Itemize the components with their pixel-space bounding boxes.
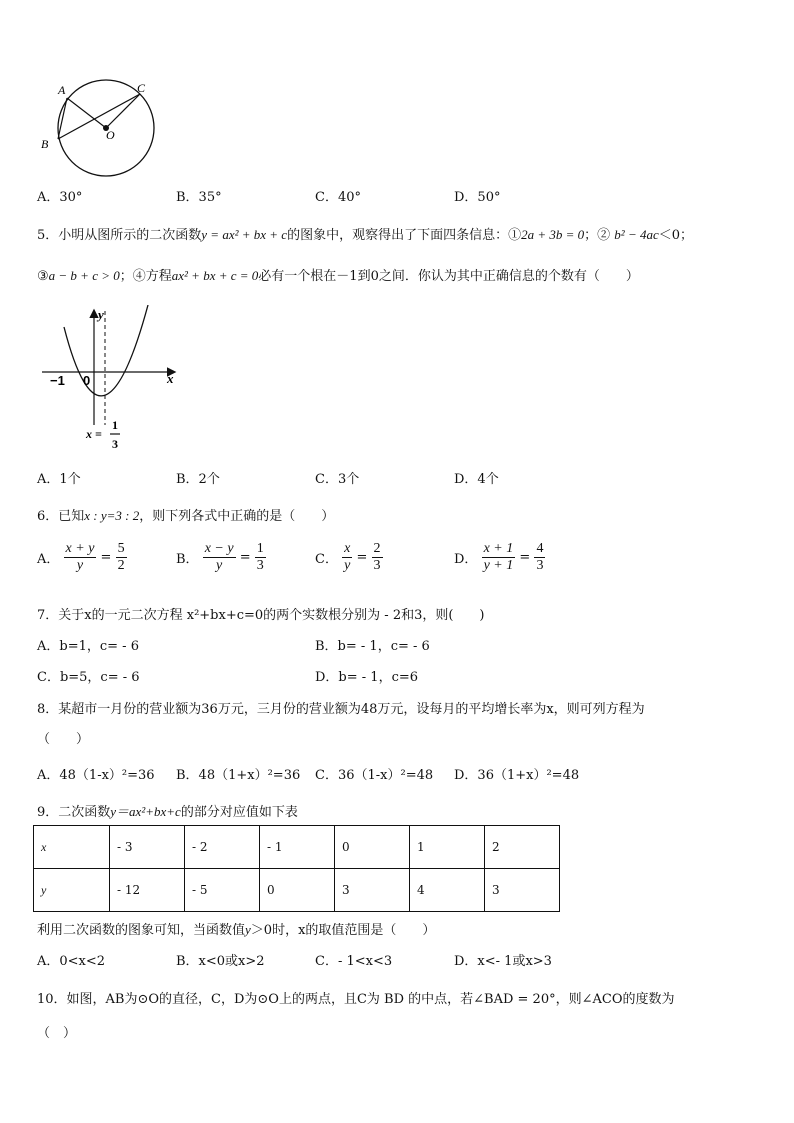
q9-option-c[interactable]: C．- 1<x<3 [315, 954, 393, 969]
label-a: A [58, 83, 66, 97]
parabola-graph [36, 305, 186, 455]
q6-option-a[interactable]: A． $\frac{x + y}{y}$ = $\frac{5}{2}$ [37, 541, 125, 573]
q6-stem: 6．已知x : y=3 : 2，则下列各式中正确的是（ ） [37, 508, 335, 524]
axis-num: 1 [112, 418, 118, 432]
q7-stem: 7．关于x的一元二次方程 x²+bx+c=0的两个实数根分别为 - 2和3，则( ) [37, 608, 485, 623]
q8-stem: 8．某超市一月份的营业额为36万元，三月份的营业额为48万元，设每月的平均增长率为x，则可列方程为 [37, 702, 645, 717]
axis-den: 3 [112, 437, 118, 451]
table-cell: - 1 [260, 826, 335, 869]
circle-figure [36, 76, 166, 182]
table-cell: 0 [260, 869, 335, 912]
table-cell: y [34, 869, 110, 912]
q8-option-a[interactable]: A．48（1-x）²=36 [37, 768, 155, 783]
table-cell: - 5 [185, 869, 260, 912]
q5-stem-line2: ③a − b + c > 0；④方程ax² + bx + c = 0必有一个根在－1到0之间．你认为其中正确信息的个数有（ ） [37, 268, 639, 284]
q9-option-a[interactable]: A．0<x<2 [37, 954, 106, 969]
table-cell: 1 [410, 826, 485, 869]
q9-stem: 9．二次函数y＝ax²+bx+c的部分对应值如下表 [37, 804, 298, 820]
table-cell: 3 [485, 869, 560, 912]
label-o: O [106, 128, 115, 142]
q4-option-b[interactable]: B．35° [176, 190, 222, 205]
q7-option-a[interactable]: A．b=1，c= - 6 [37, 639, 139, 654]
table-cell: 0 [335, 826, 410, 869]
table-cell: x [34, 826, 110, 869]
q4-option-c[interactable]: C．40° [315, 190, 361, 205]
q5-option-d[interactable]: D．4个 [454, 472, 499, 487]
neg-one-label: −1 [50, 373, 65, 388]
axis-eq-label: x = [86, 427, 102, 441]
table-cell: - 3 [110, 826, 185, 869]
q4-option-a[interactable]: A．30° [37, 190, 83, 205]
q10-paren: （ ） [37, 1026, 77, 1041]
label-c: C [137, 81, 146, 95]
q6-option-c[interactable]: C． $\frac{x}{y}$ = $\frac{2}{3}$ [315, 541, 381, 573]
q6-option-d[interactable]: D． $\frac{x + 1}{y + 1}$ = $\frac{4}{3}$ [454, 541, 544, 573]
value-table [33, 825, 560, 912]
q9-option-b[interactable]: B．x<0或x>2 [176, 954, 265, 969]
q6-option-b[interactable]: B． $\frac{x - y}{y}$ = $\frac{1}{3}$ [176, 541, 264, 573]
table-cell: 2 [485, 826, 560, 869]
q9-option-d[interactable]: D．x<- 1或x>3 [454, 954, 552, 969]
q10-stem: 10．如图，AB为⊙O的直径，C，D为⊙O上的两点，且C为 BD 的中点，若∠BAD = 20°，则∠ACO的度数为 [37, 992, 675, 1007]
table-row-x [34, 826, 560, 869]
q8-option-d[interactable]: D．36（1+x）²=48 [454, 768, 580, 783]
q9-question: 利用二次函数的图象可知，当函数值y＞0时，x的取值范围是（ ） [37, 922, 436, 938]
q5-stem-line1: 5．小明从图所示的二次函数y = ax² + bx + c的图象中，观察得出了下面四条信息：①2a + 3b = 0；② b² − 4ac＜0； [37, 227, 694, 243]
q7-option-b[interactable]: B．b= - 1，c= - 6 [315, 639, 430, 654]
q7-option-d[interactable]: D．b= - 1，c=6 [315, 670, 419, 685]
table-cell: 4 [410, 869, 485, 912]
q5-option-b[interactable]: B．2个 [176, 472, 220, 487]
q4-option-d[interactable]: D．50° [454, 190, 501, 205]
zero-label: 0 [83, 373, 91, 388]
table-row-y [34, 869, 560, 912]
q5-option-c[interactable]: C．3个 [315, 472, 360, 487]
table-cell: 3 [335, 869, 410, 912]
q8-option-b[interactable]: B．48（1+x）²=36 [176, 768, 301, 783]
y-axis-label: y [98, 307, 104, 322]
x-axis-label: x [167, 371, 174, 386]
q8-option-c[interactable]: C．36（1-x）²=48 [315, 768, 434, 783]
table-cell: - 12 [110, 869, 185, 912]
q7-option-c[interactable]: C．b=5，c= - 6 [37, 670, 140, 685]
q8-paren: （ ） [37, 732, 90, 747]
label-b: B [41, 137, 49, 151]
q5-option-a[interactable]: A．1个 [37, 472, 81, 487]
table-cell: - 2 [185, 826, 260, 869]
